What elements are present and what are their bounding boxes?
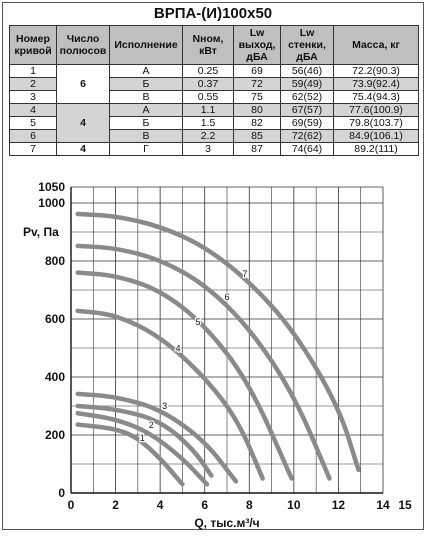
curve-label: 3 xyxy=(162,400,168,411)
cell-lw-out: 80 xyxy=(234,104,281,117)
cell-power: 1.1 xyxy=(183,104,234,117)
y-tick-label: 800 xyxy=(44,254,65,268)
x-tick-label: 4 xyxy=(156,498,164,512)
cell-poles: 6 xyxy=(57,65,110,104)
fan-curve-2 xyxy=(78,413,207,484)
table-row xyxy=(10,65,419,78)
cell-power: 0.55 xyxy=(183,91,234,104)
spec-table xyxy=(9,25,419,156)
header-version: Исполнение xyxy=(110,26,183,65)
table-row xyxy=(10,143,419,156)
cell-lw-wall: 62(52) xyxy=(281,91,334,104)
header-poles: Число полюсов xyxy=(57,26,110,65)
cell-mass: 73.9(92.4) xyxy=(334,78,419,91)
cell-curve: 2 xyxy=(10,78,57,91)
cell-power: 0.25 xyxy=(183,65,234,78)
fan-curve-6 xyxy=(78,273,292,479)
cell-version: Б xyxy=(110,117,183,130)
y-tick-label: 600 xyxy=(44,312,65,326)
curve-label: 1 xyxy=(139,432,145,443)
y-axis-label: Pv, Па xyxy=(23,225,59,239)
cell-curve: 4 xyxy=(10,104,57,117)
cell-version: А xyxy=(110,104,183,117)
header-power: Nном, кВт xyxy=(183,26,234,65)
x-tick-label: 12 xyxy=(331,498,346,512)
cell-lw-wall: 59(49) xyxy=(281,78,334,91)
header-curve: Номер кривой xyxy=(10,26,57,65)
cell-lw-wall: 72(62) xyxy=(281,130,334,143)
cell-lw-out: 75 xyxy=(234,91,281,104)
curve-label: 7 xyxy=(242,268,248,279)
cell-version: Г xyxy=(110,143,183,156)
cell-mass: 75.4(94.3) xyxy=(334,91,419,104)
y-tick-label: 1050 xyxy=(38,180,65,194)
cell-version: Б xyxy=(110,78,183,91)
y-tick-label: 400 xyxy=(44,370,65,384)
fan-curve-chart xyxy=(3,179,428,537)
y-tick-label: 200 xyxy=(44,428,65,442)
header-lw-wall: Lw стенки, дБА xyxy=(281,26,334,65)
cell-version: В xyxy=(110,91,183,104)
x-tick-label: 15 xyxy=(398,498,412,512)
cell-lw-wall: 69(59) xyxy=(281,117,334,130)
x-tick-label: 14 xyxy=(376,498,390,512)
cell-lw-out: 87 xyxy=(234,143,281,156)
cell-poles: 4 xyxy=(57,104,110,143)
cell-power: 3 xyxy=(183,143,234,156)
curve-label: 5 xyxy=(195,316,201,327)
x-tick-label: 8 xyxy=(245,498,253,512)
cell-curve: 3 xyxy=(10,91,57,104)
table-header-row xyxy=(10,26,419,65)
x-tick-label: 2 xyxy=(112,498,119,512)
cell-poles: 4 xyxy=(57,143,110,156)
cell-mass: 72.2(90.3) xyxy=(334,65,419,78)
x-tick-label: 10 xyxy=(287,498,301,512)
x-axis-label: Q, тыс.м³/ч xyxy=(194,516,260,530)
curve-label: 6 xyxy=(224,292,230,303)
page-title: ВРПА-(И)100х50 xyxy=(153,5,273,22)
cell-power: 2.2 xyxy=(183,130,234,143)
table-row xyxy=(10,104,419,117)
cell-lw-wall: 74(64) xyxy=(281,143,334,156)
x-tick-label: 6 xyxy=(201,498,209,512)
y-tick-label: 1000 xyxy=(38,196,65,210)
cell-lw-wall: 56(46) xyxy=(281,65,334,78)
cell-lw-out: 72 xyxy=(234,78,281,91)
chart-canvas xyxy=(3,179,428,537)
datasheet xyxy=(2,2,424,530)
header-mass: Масса, кг xyxy=(334,26,419,65)
cell-mass: 79.8(103.7) xyxy=(334,117,419,130)
x-tick-label: 0 xyxy=(67,498,75,512)
curve-label: 4 xyxy=(175,343,181,354)
cell-curve: 7 xyxy=(10,143,57,156)
cell-curve: 6 xyxy=(10,130,57,143)
y-tick-label: 0 xyxy=(58,486,65,500)
cell-curve: 1 xyxy=(10,65,57,78)
cell-curve: 5 xyxy=(10,117,57,130)
cell-lw-out: 85 xyxy=(234,130,281,143)
cell-mass: 77.6(100.9) xyxy=(334,104,419,117)
cell-version: В xyxy=(110,130,183,143)
cell-lw-wall: 67(57) xyxy=(281,104,334,117)
cell-mass: 89.2(111) xyxy=(334,143,419,156)
cell-version: А xyxy=(110,65,183,78)
cell-power: 1.5 xyxy=(183,117,234,130)
cell-lw-out: 69 xyxy=(234,65,281,78)
header-lw-out: Lw выход, дБА xyxy=(234,26,281,65)
curve-label: 2 xyxy=(148,419,154,430)
cell-lw-out: 82 xyxy=(234,117,281,130)
cell-mass: 84.9(106.1) xyxy=(334,130,419,143)
cell-power: 0.37 xyxy=(183,78,234,91)
